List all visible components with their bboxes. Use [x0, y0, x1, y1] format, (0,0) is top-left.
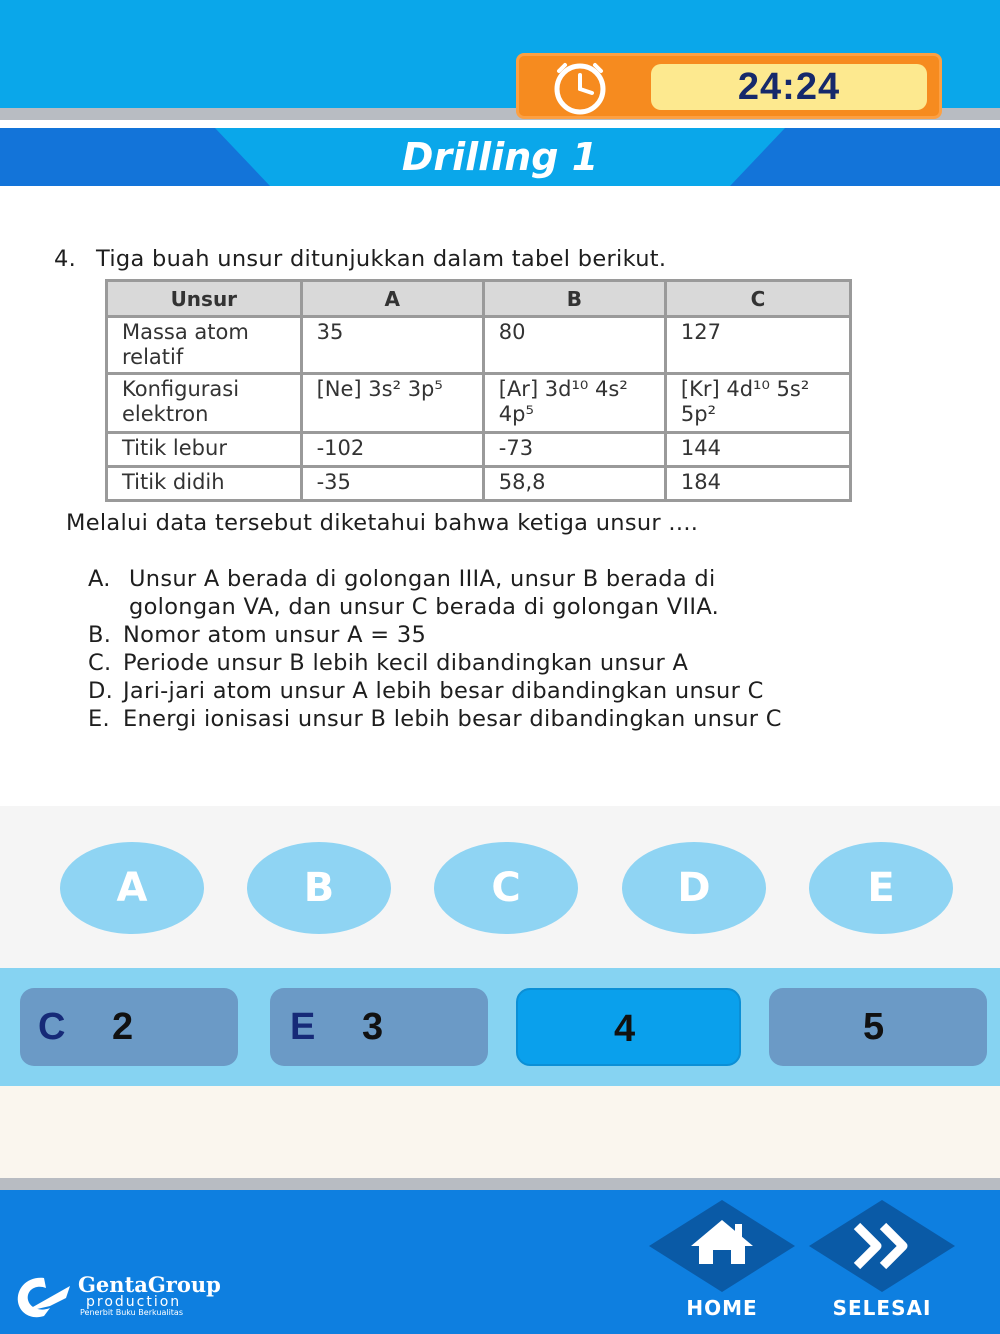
question-nav-number: 2: [112, 1005, 134, 1048]
table-header: B: [483, 281, 665, 317]
table-header: A: [301, 281, 483, 317]
home-label: HOME: [686, 1296, 758, 1320]
table-cell: [Kr] 4d¹⁰ 5s² 5p²: [665, 374, 850, 433]
home-button[interactable]: [647, 1198, 797, 1294]
question-lead: Melalui data tersebut diketahui bahwa ketiga unsur ....: [66, 510, 699, 536]
table-cell: -35: [301, 467, 483, 501]
option-c-text: Periode unsur B lebih kecil dibandingkan unsur A: [123, 650, 689, 676]
question-number: 4.: [54, 246, 77, 272]
table-row: [107, 433, 851, 467]
option-d-label: D.: [88, 678, 114, 704]
answer-button-d[interactable]: D: [622, 842, 766, 934]
table-cell: 127: [665, 317, 850, 374]
question-nav-button-2[interactable]: [20, 988, 238, 1066]
title-band: [0, 128, 1000, 186]
option-b-label: B.: [88, 622, 112, 648]
table-row: [107, 467, 851, 501]
question-nav-button-3[interactable]: [270, 988, 488, 1066]
table-cell: Titik lebur: [107, 433, 302, 467]
question-nav-button-4[interactable]: [516, 988, 741, 1066]
answer-button-e[interactable]: E: [809, 842, 953, 934]
table-cell: Konfigurasi elektron: [107, 374, 302, 433]
timer-display: [651, 64, 927, 110]
question-nav-answer: E: [290, 1005, 316, 1048]
table-cell: 184: [665, 467, 850, 501]
question-nav-button-5[interactable]: [769, 988, 987, 1066]
logo-subtitle: production: [86, 1294, 182, 1310]
table-cell: Titik didih: [107, 467, 302, 501]
option-a-text-cont: golongan VA, dan unsur C berada di golongan VIIA.: [129, 594, 720, 620]
table-cell: [Ne] 3s² 3p⁵: [301, 374, 483, 433]
option-a-text: Unsur A berada di golongan IIIA, unsur B berada di: [129, 566, 716, 592]
table-cell: 80: [483, 317, 665, 374]
page-title: Drilling 1: [401, 135, 599, 179]
table-cell: -73: [483, 433, 665, 467]
table-cell: 58,8: [483, 467, 665, 501]
question-nav-answer: C: [38, 1005, 66, 1048]
table-row: [107, 317, 851, 374]
timer-value: 24:24: [737, 65, 841, 108]
option-e-label: E.: [88, 706, 110, 732]
option-a-label: A.: [88, 566, 111, 592]
option-d-text: Jari-jari atom unsur A lebih besar dibandingkan unsur C: [123, 678, 764, 704]
question-stem: Tiga buah unsur ditunjukkan dalam tabel berikut.: [96, 246, 667, 272]
question-nav-number: 4: [614, 1007, 636, 1050]
table-cell: 144: [665, 433, 850, 467]
clock-icon: [543, 61, 617, 115]
answer-button-c[interactable]: C: [434, 842, 578, 934]
answer-button-b[interactable]: B: [247, 842, 391, 934]
table-cell: -102: [301, 433, 483, 467]
finish-label: SELESAI: [832, 1296, 932, 1320]
spacer-band: [0, 1086, 1000, 1178]
table-cell: Massa atom relatif: [107, 317, 302, 374]
table-header: Unsur: [107, 281, 302, 317]
timer: [516, 53, 942, 119]
option-b-text: Nomor atom unsur A = 35: [123, 622, 427, 648]
logo-tagline: Penerbit Buku Berkualitas: [80, 1308, 183, 1317]
table-row: [107, 374, 851, 433]
table-header-row: [107, 281, 851, 317]
question-nav-number: 5: [863, 1005, 885, 1048]
table-header: C: [665, 281, 850, 317]
footer-divider: [0, 1178, 1000, 1190]
option-c-label: C.: [88, 650, 112, 676]
table-cell: [Ar] 3d¹⁰ 4s² 4p⁵: [483, 374, 665, 433]
finish-button[interactable]: [807, 1198, 957, 1294]
table-cell: 35: [301, 317, 483, 374]
question-nav-number: 3: [362, 1005, 384, 1048]
option-e-text: Energi ionisasi unsur B lebih besar dibandingkan unsur C: [123, 706, 782, 732]
answer-button-a[interactable]: A: [60, 842, 204, 934]
element-data-table: [105, 279, 852, 502]
logo-name: GentaGroup: [78, 1272, 221, 1297]
